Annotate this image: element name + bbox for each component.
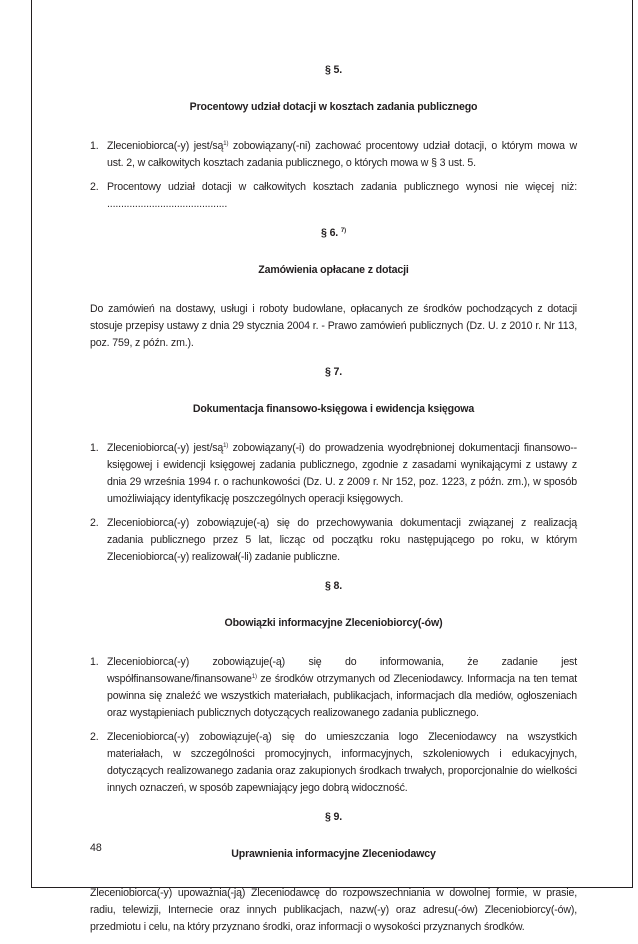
section-6-text: Do zamówień na dostawy, usługi i roboty budowlane, opłacanych ze środków pochodzących z dotacji stosuje przepisy ustawy z dnia 29 stycznia 2004 r. - Prawo zamówień publicznych (Dz. U. z 2010 r. Nr 113, poz. 759, z późn. zm.).: [90, 303, 577, 349]
section-9-text: Zleceniobiorca(-y) upoważnia(-ją) Zleceniodawcę do rozpowszechniania w dowolnej formie, w prasie, radiu, telewizji, Internecie oraz innych publikacjach, nazw(-y) oraz adresu(-ów) Zleceniobiorcy(-ów), przedmiotu i celu, na który przyznano środki, oraz informacji o wysokości przyznanych środków.: [90, 887, 577, 933]
section-7-list: [90, 440, 577, 566]
document-body: [90, 62, 577, 944]
list-item: 1. Zleceniobiorca(-y) zobowiązuje(-ą) się do informowania, że zadanie jest współfinansowane/finansowane$^{1)}$ ze środków otrzymanych od Zleceniodawcy. Informacja na ten temat powinna się znaleźć we wszystkich materiałach, publikacjach, informacjach dla mediów, ogłoszeniach oraz wystąpieniach publicznych dotyczących realizowanego zadania publicznego.: [90, 656, 577, 719]
section-9-title: Uprawnienia informacyjne Zleceniodawcy: [231, 848, 436, 860]
list-item: 2. Zleceniobiorca(-y) zobowiązuje(-ą) się do umieszczania logo Zleceniodawcy na wszystkich materiałach, w szczególności promocyjnych, informacyjnych, szkoleniowych i edukacyjnych, dotyczących realizowanego zadania oraz zakupionych środkach trwałych, proporcjonalnie do wielkości innych oznaczeń, w sposób zapewniający jego dobrą widoczność.: [90, 731, 577, 794]
page-number: 48: [90, 842, 102, 854]
section-8-title: Obowiązki informacyjne Zleceniobiorcy(-ów): [224, 617, 443, 629]
footnote-ref: 1): [223, 141, 229, 147]
section-5-title: Procentowy udział dotacji w kosztach zadania publicznego: [189, 101, 478, 113]
section-6-title: Zamówienia opłacane z dotacji: [258, 264, 409, 276]
section-8-heading: § 8.: [324, 580, 343, 592]
footnote-ref: 1): [251, 674, 257, 680]
footnote-ref: 1): [223, 443, 229, 449]
list-item: 2. Procentowy udział dotacji w całkowitych kosztach zadania publicznego wynosi nie więcej niż: ...........................................: [90, 181, 577, 210]
footnote-ref: 7): [340, 228, 346, 234]
list-item: 1. Zleceniobiorca(-y) jest/$są^{1)}$ zobowiązany(-ni) zachować procentowy udział dotacji, o którym mowa w ust. 2, w całkowitych kosztach zadania publicznego, o których mowa w § 3 ust. 5.: [90, 140, 578, 169]
section-9-heading: § 9.: [324, 811, 343, 823]
section-7-heading: § 7.: [324, 366, 343, 378]
section-5-list: [90, 138, 577, 213]
section-6-heading: § 6. $^{7)}$: [321, 227, 346, 239]
list-item: 2. Zleceniobiorca(-y) zobowiązuje(-ą) się do przechowywania dokumentacji związanej z realizacją zadania publicznego przez 5 lat, licząc od początku roku następującego po roku, w którym Zleceniobiorca(-y) realizował(-li) zadanie publiczne.: [90, 517, 577, 563]
section-8-list: [90, 654, 577, 797]
section-7-title: Dokumentacja finansowo-księgowa i ewidencja księgowa: [192, 403, 475, 415]
list-item: 1. Zleceniobiorca(-y) jest/$są^{1)}$ zobowiązany(-i) do prowadzenia wyodrębnionej dokumentacji finansowo--księgowej i ewidencji księgowej zadania publicznego, zgodnie z zasadami wynikającymi z ustawy z dnia 29 września 1994 r. o rachunkowości (Dz. U. z 2009 r. Nr 152, poz. 1223, z późn. zm.), w sposób umożliwiający identyfikację poszczególnych operacji księgowych.: [90, 442, 577, 505]
section-5-heading: § 5.: [324, 64, 343, 76]
